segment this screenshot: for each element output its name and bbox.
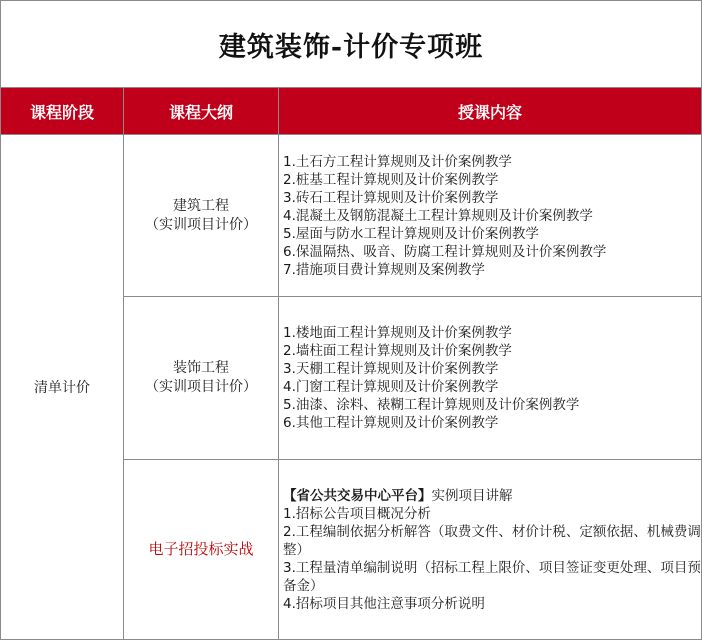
content-item: 3.天棚工程计算规则及计价案例教学	[283, 361, 499, 377]
content-cell-construction	[279, 135, 702, 297]
content-item: 2.墙柱面工程计算规则及计价案例教学	[283, 343, 512, 359]
content-item: 1.楼地面工程计算规则及计价案例教学	[283, 325, 512, 341]
outline-cell-bidding	[124, 460, 279, 640]
content-item: 1.招标公告项目概况分析	[283, 505, 431, 522]
column-header-content: 授课内容	[279, 88, 702, 135]
column-header-stage: 课程阶段	[1, 88, 124, 135]
page-title: 建筑装饰-计价专项班	[1, 1, 702, 88]
content-item: 5.屋面与防水工程计算规则及计价案例教学	[283, 225, 539, 242]
content-item: 3.砖石工程计算规则及计价案例教学	[283, 189, 499, 206]
content-cell-bidding	[279, 460, 702, 640]
outline-subtitle: （实训项目计价）	[145, 379, 257, 395]
platform-label: 【省公共交易中心平台】	[283, 487, 432, 504]
outline-subtitle: （实训项目计价）	[145, 216, 257, 233]
outline-title: 装饰工程	[173, 360, 229, 376]
content-item: 6.保温隔热、吸音、防腐工程计算规则及计价案例教学	[283, 243, 607, 260]
content-item: 3.工程量清单编制说明（招标工程上限价、项目签证变更处理、项目预备金）	[283, 559, 701, 594]
outline-title: 建筑工程	[173, 197, 229, 214]
content-item: 4.招标项目其他注意事项分析说明	[283, 595, 485, 612]
content-item: 4.门窗工程计算规则及计价案例教学	[283, 379, 499, 395]
column-header-outline: 课程大纲	[124, 88, 279, 135]
content-item: 2.桩基工程计算规则及计价案例教学	[283, 171, 499, 188]
content-item: 2.工程编制依据分析解答（取费文件、材价计税、定额依据、机械费调整）	[283, 523, 701, 558]
content-cell-decoration	[279, 297, 702, 460]
outline-title: 电子招投标实战	[148, 540, 254, 558]
stage-cell: 清单计价	[1, 135, 124, 640]
outline-cell-decoration	[124, 297, 279, 460]
content-item: 5.油漆、涂料、裱糊工程计算规则及计价案例教学	[283, 397, 580, 413]
content-item: 7.措施项目费计算规则及案例教学	[283, 261, 485, 278]
content-item: 4.混凝土及钢筋混凝土工程计算规则及计价案例教学	[283, 207, 593, 224]
content-item: 1.土石方工程计算规则及计价案例教学	[283, 153, 512, 170]
section-row-construction	[1, 135, 702, 297]
content-item: 6.其他工程计算规则及计价案例教学	[283, 415, 499, 431]
header-row	[1, 88, 702, 135]
title-row	[1, 1, 702, 88]
platform-suffix: 实例项目讲解	[431, 487, 513, 504]
outline-cell-construction	[124, 135, 279, 297]
platform-line	[283, 487, 701, 505]
